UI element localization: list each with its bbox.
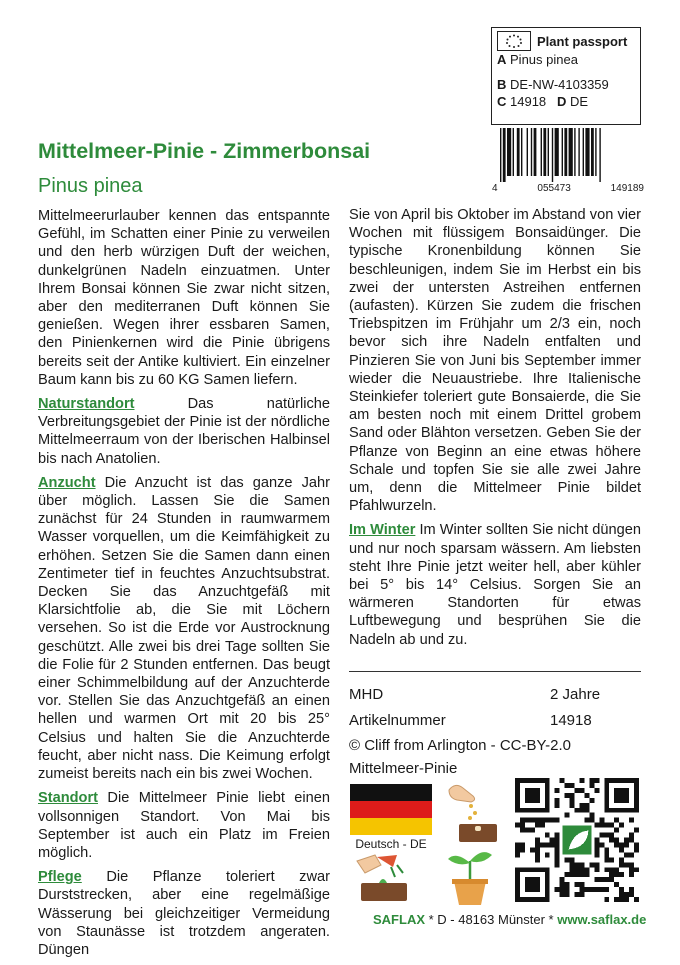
qr-module <box>575 862 580 867</box>
barcode-digit-1: 4 <box>492 183 498 194</box>
qr-module <box>599 842 604 847</box>
qr-module <box>594 877 599 882</box>
qr-module <box>560 887 565 892</box>
qr-module <box>604 852 609 857</box>
latin-name: Pinus pinea <box>38 175 143 197</box>
qr-module <box>624 892 629 897</box>
qr-module <box>614 867 619 872</box>
qr-module <box>589 887 594 892</box>
qr-module <box>599 887 604 892</box>
qr-module <box>540 842 545 847</box>
qr-module <box>609 877 614 882</box>
passport-title: Plant passport <box>537 33 628 49</box>
qr-module <box>594 867 599 872</box>
qr-module <box>545 818 550 823</box>
qr-module <box>584 803 589 808</box>
qr-module <box>565 793 570 798</box>
qr-module <box>604 847 609 852</box>
qr-module <box>594 842 599 847</box>
qr-module <box>520 828 525 833</box>
qr-module <box>575 788 580 793</box>
qr-module <box>589 798 594 803</box>
qr-module <box>589 862 594 867</box>
qr-module <box>624 862 629 867</box>
qr-module <box>624 852 629 857</box>
qr-module <box>604 887 609 892</box>
qr-module <box>579 872 584 877</box>
article-number-label: Artikelnummer <box>349 712 446 729</box>
qr-module <box>614 872 619 877</box>
article-number-value: 14918 <box>550 712 592 729</box>
qr-module <box>629 852 634 857</box>
barcode-bar <box>507 128 511 176</box>
product-title: Mittelmeer-Pinie - Zimmerbonsai <box>38 139 371 163</box>
qr-module <box>570 862 575 867</box>
qr-module <box>594 823 599 828</box>
qr-module <box>535 857 540 862</box>
qr-module <box>555 833 560 838</box>
barcode-bar <box>599 128 600 182</box>
section-heading-standort: Standort <box>38 790 98 807</box>
section-heading-winter: Im Winter <box>349 522 416 539</box>
qr-module <box>629 892 634 897</box>
qr-module <box>584 808 589 813</box>
passport-row-b: B DE-NW-4103359 <box>497 77 609 92</box>
qr-module <box>520 823 525 828</box>
qr-module <box>599 833 604 838</box>
text-column-right <box>349 206 641 655</box>
text-column-left <box>38 207 330 965</box>
qr-module <box>575 882 580 887</box>
barcode-bar <box>548 128 549 176</box>
naturstandort-paragraph: Naturstandort Das natürliche Verbreitungsgebiet der Pinie ist der nördliche Mittelmeerraum von der Iberischen Halbinsel bis nach Anatolien. <box>38 396 330 467</box>
barcode-bar <box>562 128 563 176</box>
qr-module <box>525 818 530 823</box>
seed-sowing-icon <box>441 780 503 849</box>
qr-module <box>520 847 525 852</box>
info-divider <box>349 671 641 672</box>
qr-module <box>599 877 604 882</box>
qr-module <box>570 872 575 877</box>
qr-module <box>629 818 634 823</box>
qr-module <box>515 823 520 828</box>
qr-module <box>584 872 589 877</box>
qr-module <box>570 857 575 862</box>
barcode-bar <box>517 128 520 176</box>
qr-module <box>550 818 555 823</box>
qr-module <box>619 842 624 847</box>
qr-module <box>570 803 575 808</box>
qr-module <box>525 828 530 833</box>
qr-module <box>565 882 570 887</box>
qr-module <box>579 803 584 808</box>
qr-code[interactable] <box>515 778 639 902</box>
qr-module <box>570 793 575 798</box>
qr-module <box>634 897 639 902</box>
qr-module <box>579 887 584 892</box>
german-flag-icon <box>350 784 432 851</box>
qr-module <box>575 892 580 897</box>
qr-module <box>570 783 575 788</box>
qr-module <box>584 887 589 892</box>
qr-module <box>619 892 624 897</box>
footer <box>373 912 646 927</box>
qr-module <box>550 842 555 847</box>
image-credit: © Cliff from Arlington - CC-BY-2.0 <box>349 737 571 754</box>
section-heading-naturstandort: Naturstandort <box>38 396 135 413</box>
eu-flag-icon <box>497 31 531 51</box>
qr-module <box>579 867 584 872</box>
qr-module <box>619 823 624 828</box>
section-heading-pflege: Pflege <box>38 869 82 886</box>
qr-module <box>614 818 619 823</box>
brand-name: SAFLAX <box>373 912 425 927</box>
passport-row-a: A Pinus pinea <box>497 52 578 67</box>
qr-module <box>520 842 525 847</box>
winter-paragraph: Im Winter Im Winter sollten Sie nicht düngen und nur noch sparsam wässern. Am liebsten steht Ihre Pinie jetzt weiter hell, aber kühler bei 5° bis 14° Celsius. Sorgen Sie an wärmeren Standorten für etwas Luftbewegung und besprühen Sie die Nadeln ab und zu. <box>349 522 641 648</box>
qr-module <box>604 897 609 902</box>
qr-module <box>634 867 639 872</box>
qr-module <box>555 857 560 862</box>
barcode-digits-2: 055473 <box>537 183 571 194</box>
qr-module <box>584 867 589 872</box>
qr-module <box>609 857 614 862</box>
barcode-bar <box>591 128 594 176</box>
pflege-continued-paragraph: Sie von April bis Oktober im Abstand von vier Wochen mit flüssigem Bonsaidünger. Die typische Kronenbildung können Sie beschleunigen, indem Sie im Herbst ein bis zwei der untersten Astreihen entfernen (aufasten). Kürzen Sie zudem die frischen Triebspitzen im Frühjahr um 2/3 ein, noch bevor sich ihre Nadeln entfalten und Pinzieren Sie von Juni bis September immer wieder die Neuaustriebe. Ihre Italienische Steinkiefer toleriert gute Bonsaierde, die Sie am besten noch mit einem Drittel grobem Sand oder Blähton versetzen. Geben Sie der Pflanze von Beginn an eine etwas höhere Schale und topfen Sie sie alle zwei Jahre um, denn die Mittelmeer Pinie bildet Pfahlwurzeln. <box>349 207 641 515</box>
barcode-bar <box>564 128 567 176</box>
qr-module <box>555 803 560 808</box>
qr-module <box>555 887 560 892</box>
barcode-bar <box>595 128 596 176</box>
qr-module <box>515 852 520 857</box>
mhd-label: MHD <box>349 686 384 703</box>
barcode-bar <box>574 128 575 176</box>
product-name: Mittelmeer-Pinie <box>349 760 458 777</box>
qr-module <box>634 847 639 852</box>
qr-module <box>555 847 560 852</box>
qr-module <box>629 862 634 867</box>
barcode-bar <box>585 128 589 176</box>
qr-module <box>609 872 614 877</box>
qr-module <box>545 833 550 838</box>
language-label: Deutsch - DE <box>355 837 427 851</box>
qr-module <box>594 788 599 793</box>
qr-module <box>589 778 594 783</box>
qr-module <box>604 877 609 882</box>
qr-module <box>629 872 634 877</box>
intro-paragraph: Mittelmeerurlauber kennen das entspannte Gefühl, im Schatten einer Pinie zu verweilen und den herb würzigen Duft der weichen, dunkelgrünen Nadeln einzuatmen. Unter Ihrem Bonsai können Sie zwar nicht sitzen, aber den mediterranen Duft können Sie genießen. Wegen ihrer essbaren Samen, den Pinienkernen wird die Pinie übrigens bereits seit der Antike kultiviert. Ein einzelner Baum kann bis zu 60 KG Samen liefern. <box>38 208 330 388</box>
barcode-bar <box>513 128 514 176</box>
qr-module <box>570 798 575 803</box>
qr-module <box>560 892 565 897</box>
pflege-paragraph: Pflege Die Pflanze toleriert zwar Durststrecken, aber eine regelmäßige Wässerung bei gleichzeitiger Vermeidung von Staunässe ist trotzdem angeraten. Düngen <box>38 869 330 958</box>
qr-module <box>594 852 599 857</box>
qr-module <box>619 897 624 902</box>
barcode <box>490 128 646 198</box>
qr-module <box>565 813 570 818</box>
qr-module <box>609 833 614 838</box>
qr-module <box>594 847 599 852</box>
qr-module <box>540 823 545 828</box>
address: * D - 48163 Münster * <box>425 912 558 927</box>
qr-module <box>634 842 639 847</box>
qr-module <box>609 838 614 843</box>
qr-module <box>614 882 619 887</box>
qr-module <box>525 788 540 803</box>
qr-module <box>555 798 560 803</box>
barcode-bar <box>555 128 559 176</box>
qr-module <box>579 892 584 897</box>
qr-module <box>619 857 624 862</box>
barcode-bar <box>527 128 528 176</box>
qr-module <box>545 842 550 847</box>
qr-module <box>619 862 624 867</box>
qr-module <box>594 778 599 783</box>
plant-passport <box>491 27 641 125</box>
qr-module <box>584 818 589 823</box>
qr-module <box>555 818 560 823</box>
qr-module <box>629 838 634 843</box>
watering-icon <box>351 853 417 908</box>
qr-module <box>565 887 570 892</box>
qr-module <box>584 793 589 798</box>
qr-module <box>560 877 565 882</box>
barcode-bar <box>503 128 506 182</box>
qr-module <box>594 862 599 867</box>
qr-module <box>535 852 540 857</box>
qr-module <box>575 808 580 813</box>
barcode-bar <box>541 128 542 176</box>
qr-module <box>565 783 570 788</box>
qr-module <box>609 823 614 828</box>
qr-module <box>579 862 584 867</box>
qr-module <box>560 882 565 887</box>
barcode-bar <box>578 128 579 176</box>
qr-module <box>624 842 629 847</box>
qr-module <box>589 783 594 788</box>
qr-module <box>604 857 609 862</box>
qr-module <box>535 823 540 828</box>
qr-module <box>540 818 545 823</box>
qr-module <box>624 838 629 843</box>
qr-module <box>555 842 560 847</box>
standort-paragraph: Standort Die Mittelmeer Pinie liebt einen vollsonnigen Standort. Von Mai bis September ist auch ein Platz im Freien möglich. <box>38 790 330 861</box>
qr-module <box>609 867 614 872</box>
barcode-bar <box>552 128 553 182</box>
qr-module <box>555 852 560 857</box>
qr-module <box>560 778 565 783</box>
qr-module <box>589 818 594 823</box>
qr-module <box>545 852 550 857</box>
qr-module <box>525 877 540 892</box>
qr-module <box>579 788 584 793</box>
qr-module <box>614 838 619 843</box>
qr-module <box>614 788 629 803</box>
qr-module <box>579 808 584 813</box>
qr-module <box>550 838 555 843</box>
qr-module <box>599 823 604 828</box>
qr-module <box>579 778 584 783</box>
barcode-bar <box>531 128 532 176</box>
qr-module <box>629 833 634 838</box>
barcode-bar <box>583 128 584 176</box>
qr-module <box>530 818 535 823</box>
barcode-bar <box>500 128 501 182</box>
qr-module <box>629 887 634 892</box>
barcode-digits-3: 149189 <box>610 183 644 194</box>
qr-module <box>579 882 584 887</box>
qr-module <box>565 857 570 862</box>
qr-module <box>604 823 609 828</box>
qr-module <box>599 818 604 823</box>
qr-module <box>565 872 570 877</box>
qr-module <box>535 842 540 847</box>
qr-module <box>614 828 619 833</box>
qr-module <box>515 847 520 852</box>
qr-module <box>619 847 624 852</box>
barcode-bar <box>534 128 537 176</box>
qr-module <box>535 838 540 843</box>
passport-row-cd: C 14918 D DE <box>497 94 589 109</box>
anzucht-paragraph: Anzucht Die Anzucht ist das ganze Jahr über möglich. Lassen Sie die Samen zunächst für 24 Stunden in raumwarmem Wasser vorquellen, um die Keimfähigkeit zu erhöhen. Setzen Sie die Samen dann einen Zentimeter tief in feuchtes Anzuchtsubstrat. Decken Sie das Anzuchtgefäß mit Klarsichtfolie ab, die Sie mit Löchern versehen. So ist die Erde vor Austrocknung geschützt. Alle zwei bis drei Tage sollten Sie die Folie für 2 Stunden entfernen. Das beugt einer Schimmelbildung auf der Anzuchterde vor. Stellen Sie das Anzuchtgefäß an einen hellen und warmen Ort mit 20 bis 25° Celsius und halten Sie die Anzuchterde feucht, aber nicht nass. Die Keimung erfolgt zumeist bereits nach ein bis zwei Wochen. <box>38 474 330 783</box>
qr-module <box>555 862 560 867</box>
qr-module <box>575 867 580 872</box>
qr-module <box>520 818 525 823</box>
qr-module <box>619 872 624 877</box>
qr-module <box>575 872 580 877</box>
barcode-bar <box>521 128 522 176</box>
qr-module <box>604 833 609 838</box>
qr-module <box>614 842 619 847</box>
qr-module <box>555 788 560 793</box>
section-heading-anzucht: Anzucht <box>38 474 96 491</box>
qr-module <box>594 887 599 892</box>
seedling-pot-icon <box>440 843 500 912</box>
qr-module <box>515 842 520 847</box>
mhd-value: 2 Jahre <box>550 686 601 703</box>
website-link[interactable]: www.saflax.de <box>557 912 647 927</box>
qr-module <box>624 897 629 902</box>
qr-module <box>634 828 639 833</box>
qr-module <box>570 867 575 872</box>
qr-module <box>604 867 609 872</box>
qr-module <box>530 828 535 833</box>
qr-module <box>530 847 535 852</box>
qr-module <box>555 838 560 843</box>
qr-module <box>629 867 634 872</box>
qr-module <box>614 897 619 902</box>
qr-module <box>535 847 540 852</box>
barcode-bar <box>569 128 573 176</box>
qr-module <box>535 818 540 823</box>
qr-module <box>594 838 599 843</box>
barcode-bar <box>543 128 546 176</box>
qr-module <box>589 813 594 818</box>
qr-module <box>619 887 624 892</box>
qr-module <box>565 892 570 897</box>
